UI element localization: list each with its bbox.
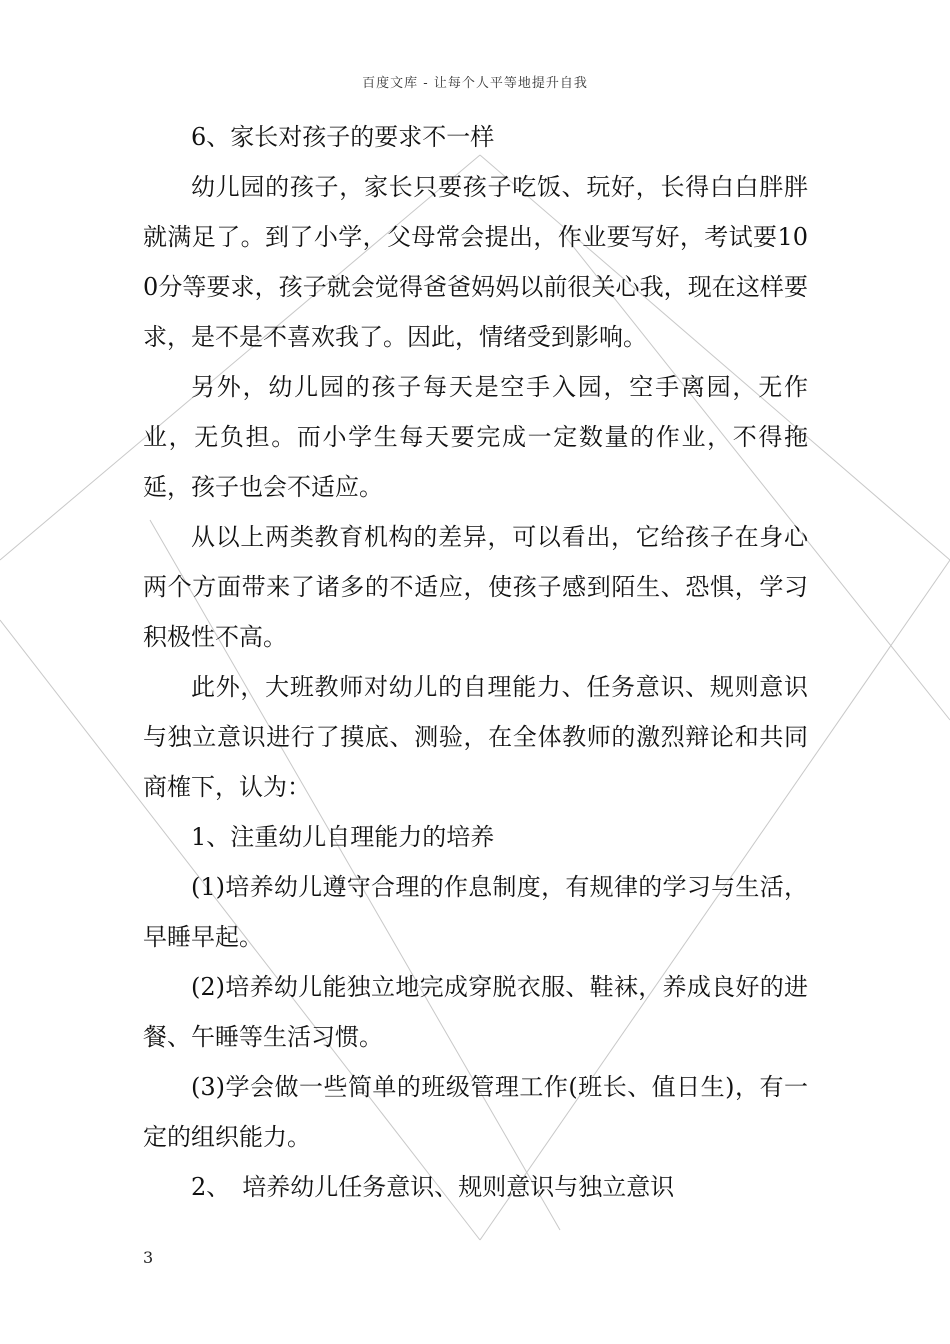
paragraph: 幼儿园的孩子，家长只要孩子吃饭、玩好，长得白白胖胖就满足了。到了小学，父母常会提出，作业要写好，考试要100分等要求，孩子就会觉得爸爸妈妈以前很关心我，现在这样要求，是不是不喜欢我了。因此，情绪受到影响。 [143, 173, 808, 351]
section-heading: 6、家长对孩子的要求不一样 [191, 123, 495, 151]
list-item: (2)培养幼儿能独立地完成穿脱衣服、鞋袜，养成良好的进餐、午睡等生活习惯。 [143, 973, 808, 1051]
section-heading: 1、注重幼儿自理能力的培养 [191, 823, 495, 851]
page-header: 百度文库 - 让每个人平等地提升自我 [362, 76, 588, 91]
list-item: (3)学会做一些简单的班级管理工作(班长、值日生)，有一定的组织能力。 [143, 1073, 808, 1151]
page-number: 3 [143, 1248, 154, 1267]
paragraph: 此外，大班教师对幼儿的自理能力、任务意识、规则意识与独立意识进行了摸底、测验，在全体教师的激烈辩论和共同商榷下，认为： [143, 673, 808, 801]
document-body [143, 112, 808, 1212]
section-heading: 2、 培养幼儿任务意识、规则意识与独立意识 [191, 1173, 675, 1201]
list-item: (1)培养幼儿遵守合理的作息制度，有规律的学习与生活，早睡早起。 [143, 873, 808, 951]
paragraph: 从以上两类教育机构的差异，可以看出，它给孩子在身心两个方面带来了诸多的不适应，使孩子感到陌生、恐惧，学习积极性不高。 [143, 523, 808, 651]
paragraph: 另外，幼儿园的孩子每天是空手入园，空手离园，无作业，无负担。而小学生每天要完成一定数量的作业，不得拖延，孩子也会不适应。 [143, 373, 808, 501]
